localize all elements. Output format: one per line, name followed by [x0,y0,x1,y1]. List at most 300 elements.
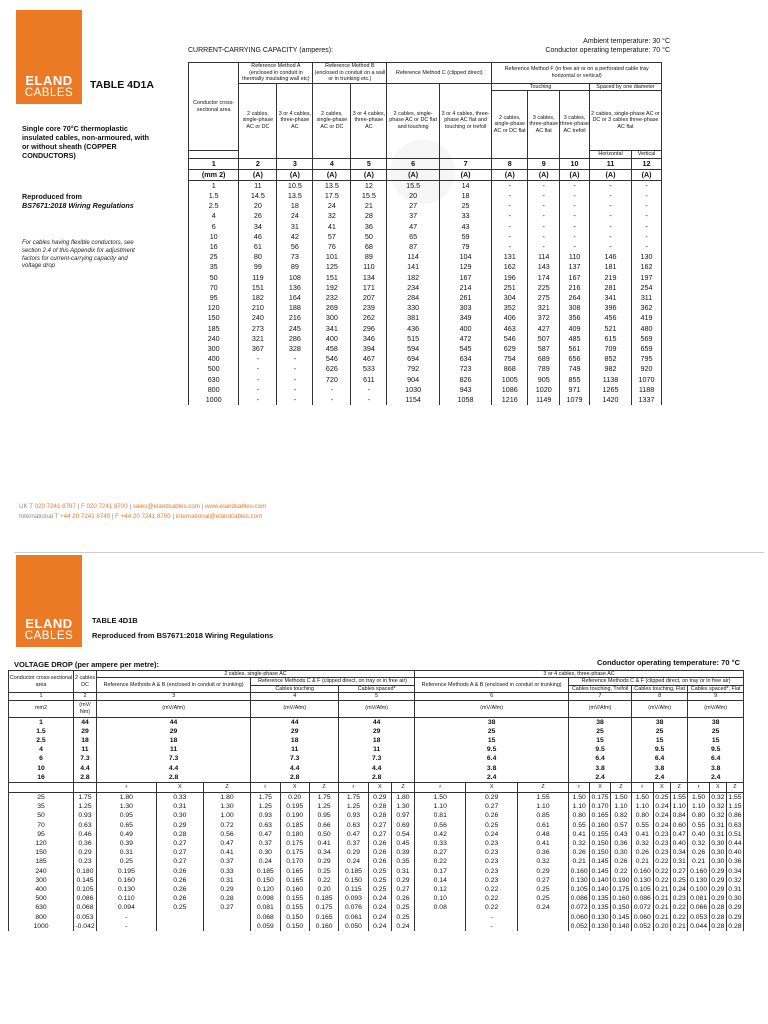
table-row [189,324,662,334]
table-cell: 36 [351,222,387,232]
t1-cols-cell: 1 [189,158,239,169]
table-cell: 0.80 [688,811,710,820]
table-cell: 0.25 [156,903,203,912]
table-cell: 2.8 [74,773,97,783]
table-cell: 0.41 [309,839,338,848]
table-cell: 330 [387,303,439,313]
table-cell: 0.14 [415,876,466,885]
table-cell: 456 [589,313,631,323]
table-cell: 131 [492,252,528,262]
table-cell: 0.57 [610,821,631,830]
hdr-method-a: Reference Method A (enclosed in conduit in thermally insulating wall etc) [239,63,313,84]
table-row [189,354,662,364]
table-cell: 0.32 [711,803,725,811]
table-cell: 1.10 [569,802,590,811]
table-cell: 29 [251,727,339,736]
table-cell: 0.32 [569,839,590,848]
table-cell: 0.052 [631,922,653,931]
table-cell: - [239,385,277,395]
table-cell: 167 [439,273,491,283]
table-cell: 0.150 [280,922,309,931]
table-cell: 0.40 [688,830,710,839]
table-cell: 25 [415,727,569,736]
table-cell: - [589,242,631,252]
table-cell [156,913,203,922]
t2-rxz-cell: r [688,783,710,793]
table-cell: - [589,222,631,232]
table-cell: - [560,191,590,201]
table-cell: 25 [189,252,239,262]
t2-rxz-cell: r [97,783,157,793]
t2-colnum: 5 [339,693,415,700]
table-cell: 0.12 [415,885,466,894]
table-cell: - [466,913,517,922]
table-cell: - [632,201,662,211]
table-cell: 0.34 [728,867,742,875]
table-cell: 16 [9,773,74,783]
table-cell: 0.20 [653,922,670,931]
table-cell: 273 [239,324,277,334]
table-cell: 6.4 [415,754,569,763]
table-cell: 0.95 [97,811,157,820]
table-cell: 0.27 [391,885,414,894]
table-cell: 0.076 [339,903,368,912]
table-cell: 0.23 [653,830,670,839]
table-cell: 65 [387,232,439,242]
table-cell: 1265 [589,385,631,395]
table-cell: 0.105 [631,885,653,894]
t1-cols-cell: 2 [239,158,277,169]
t1-units-cell: (A) [439,169,491,180]
table-cell: 0.60 [671,821,688,830]
vd-hdr-tref: Cables touching, Trefoil [569,685,632,692]
table-cell: 181 [589,262,631,272]
table-cell: 38 [569,717,632,727]
table-cell: 0.22 [610,867,631,876]
table-cell: 38 [415,717,569,727]
table-cell: 0.23 [74,857,97,866]
table-cell: - [632,180,662,191]
vd-hdr-conductor: Conductor cross-sectional area [9,671,74,693]
table-cell: 25 [9,793,74,803]
table-cell: 0.25 [309,867,338,876]
table-cell: 25 [569,727,632,736]
table-cell: 0.30 [711,840,725,848]
hdr-col1112: 2 cables, single-phase AC or DC or 3 cables three-phase AC flat [589,91,661,151]
table-cell: - [492,232,528,242]
table-cell: 79 [439,242,491,252]
table-cell: 129 [439,262,491,272]
table-cell: 0.20 [309,885,338,894]
table-cell: 0.086 [631,894,653,903]
table-cell: 10.5 [277,180,313,191]
table-cell: 0.26 [368,857,391,866]
table-cell: 219 [589,273,631,283]
table-cell: 500 [9,894,74,903]
table-cell: 1.50 [415,793,466,803]
table-cell: 904 [387,375,439,385]
table-cell: 0.29 [368,793,391,803]
table-cell: 1216 [492,395,528,405]
t2-rxz-cell: X [156,783,203,793]
table-cell: 50 [351,232,387,242]
table-cell: 143 [528,262,560,272]
table-cell: 240 [9,867,74,876]
table-cell: 0.068 [74,903,97,912]
table-cell: 171 [351,283,387,293]
table-cell: 0.28 [156,830,203,839]
table-cell: 0.22 [653,857,670,866]
table-cell: 1188 [632,385,662,395]
table-cell: 33 [439,211,491,221]
table-cell: - [589,201,631,211]
table-cell: 1.55 [671,793,688,803]
t1-cols-cell: 12 [632,158,662,169]
vd-hdr-ab-1: Reference Methods A & B (enclosed in conduit or trunking) [97,678,251,693]
table-cell: 0.56 [203,830,250,839]
table-cell: 611 [351,375,387,385]
table-cell: 0.46 [74,830,97,839]
t1-cols-cell: 7 [439,158,491,169]
table-cell: 38 [688,717,744,727]
table-cell: 349 [439,313,491,323]
t1-units-cell: (A) [492,169,528,180]
table-cell: 1020 [528,385,560,395]
table-cell: 0.17 [415,867,466,876]
table-cell: 1.5 [9,727,74,736]
hdr-col5: 3 or 4 cables, three-phase AC [351,83,387,158]
t1-units-cell: (mm 2) [189,169,239,180]
table-cell: 723 [439,364,491,374]
table-cell: - [277,354,313,364]
t2-rxz-row [9,783,744,793]
table-cell: 419 [632,313,662,323]
uk-email[interactable]: sales@elandcables.com [132,503,200,510]
table-cell: 11 [251,745,339,754]
table-cell: 57 [313,232,351,242]
table-cell: 50 [9,811,74,820]
table-cell: 0.31 [391,867,414,876]
table-cell: 18 [74,736,97,745]
table-cell: 0.105 [570,886,588,894]
t1-cols-cell: 6 [387,158,439,169]
table2-reproduced: Reproduced from BS7671:2018 Wiring Regulations [92,631,274,640]
t2-unit-mm: mm2 [9,700,74,717]
table-row [189,283,662,293]
table-cell: 545 [439,344,491,354]
table-cell: 0.130 [97,885,157,894]
table-cell: 0.26 [631,848,653,857]
table-cell: 0.130 [570,876,588,884]
table-cell: 626 [313,364,351,374]
table-cell: 70 [9,821,74,830]
table-cell: 150 [189,313,239,323]
table-cell: - [560,201,590,211]
vd-hdr-spacedflat: Cables spaced*, Flat [688,685,744,692]
t2-unit: (mV/Afm) [415,700,569,717]
table-cell: 0.24 [653,811,670,820]
table-cell: 0.35 [391,857,414,866]
table-cell: 321 [239,334,277,344]
table-cell: 18 [339,736,415,745]
t2-rxz-cell: Z [610,783,631,793]
table-cell: 634 [439,354,491,364]
table-cell: 21 [351,201,387,211]
table-cell: 0.31 [203,876,250,885]
table-cell: 130 [632,252,662,262]
table-row [9,830,744,839]
table-cell: 569 [632,334,662,344]
table-cell: 56 [277,242,313,252]
table-cell: - [560,242,590,252]
table-cell: - [492,211,528,221]
table-cell: - [239,354,277,364]
table-cell: - [492,222,528,232]
table-cell: 0.32 [517,857,568,866]
table-cell: 29 [74,727,97,736]
table-cell: 0.185 [339,867,368,876]
t2-rxz-blank [9,783,74,793]
table-cell: 1.10 [610,802,631,811]
table-cell: 0.42 [415,830,466,839]
table-cell: - [277,364,313,374]
table-cell: 0.32 [711,812,725,820]
table-cell: 0.29 [728,913,742,921]
table-cell: 0.28 [368,802,391,811]
table-cell: 0.175 [612,886,630,894]
t2-unit: (mV/Afm) [251,700,339,717]
table-cell: 300 [9,876,74,885]
table-cell: 2.5 [9,736,74,745]
table-cell: 0.140 [591,876,609,884]
t2-unit-nm: (mV/ Nm) [74,700,97,717]
table2-label: TABLE 4D1B [92,616,138,625]
table-cell: 0.110 [97,894,157,903]
t1-units-cell: (A) [313,169,351,180]
table-cell: 0.21 [569,857,590,866]
table-cell: 0.140 [591,886,609,894]
t1-units-cell: (A) [277,169,313,180]
table-cell: 0.24 [339,857,368,866]
table-cell: 13.5 [277,191,313,201]
table-cell: - [239,375,277,385]
table-cell: 0.26 [156,876,203,885]
table-cell: 1149 [528,395,560,405]
table-cell: 0.195 [97,867,157,876]
table-cell: 615 [589,334,631,344]
table-cell: 0.180 [280,830,309,839]
table-cell: 11 [97,745,251,754]
table-cell: 0.49 [97,830,157,839]
table-row [189,313,662,323]
table-cell: 0.155 [280,894,309,903]
table-cell: 1.50 [610,793,631,803]
table-cell: 15 [688,736,744,745]
table-cell: 0.155 [591,830,609,838]
table-cell: 467 [351,354,387,364]
table-cell: 240 [189,334,239,344]
table-cell: 0.81 [415,811,466,820]
table-cell: 0.160 [631,867,653,876]
table-cell: 185 [9,857,74,866]
table-cell: 1.30 [97,802,157,811]
table-cell: 0.165 [280,876,309,885]
table-cell: 0.36 [728,858,742,866]
table-cell: 2.8 [339,773,415,783]
table-row [189,232,662,242]
table-cell: - [492,242,528,252]
table-cell: - [313,385,351,395]
table-cell: 1154 [387,395,439,405]
table-cell: 0.24 [517,903,568,912]
table-cell: 0.25 [466,821,517,830]
table-cell: 0.10 [415,894,466,903]
table-cell: 50 [189,273,239,283]
table-cell: 982 [589,364,631,374]
table-cell: 4.4 [97,764,251,773]
table-cell: 0.145 [591,858,609,866]
table-cell: 0.160 [97,876,157,885]
table-cell: 1.75 [339,793,368,803]
table-cell: 44 [251,717,339,727]
table-cell: 1.5 [189,191,239,201]
table-cell: 0.150 [591,840,609,848]
vd-hdr-cf-1: Reference Methods C & F (clipped direct, on tray or in free air) [251,678,415,685]
table-cell: 31 [277,222,313,232]
table-row [189,375,662,385]
table-cell: 14.5 [239,191,277,201]
table-cell: 15.5 [351,191,387,201]
table-cell: 4.4 [251,764,339,773]
table-row [189,273,662,283]
table-cell: 656 [560,354,590,364]
t1-cols-cell: 8 [492,158,528,169]
intl-email[interactable]: international@elandcables.com [175,513,263,520]
website-link[interactable]: www.elandcables.com [205,503,267,510]
table-cell: 15.5 [387,180,439,191]
table-cell: 0.081 [251,903,280,912]
table-cell: 0.098 [251,894,280,903]
t1-units-cell: (A) [632,169,662,180]
table-cell: 20 [387,191,439,201]
table-cell: 6.4 [631,754,687,763]
table-cell: 546 [313,354,351,364]
table-cell: 362 [632,303,662,313]
table-cell: 0.25 [517,894,568,903]
table-cell: 659 [632,344,662,354]
table-cell: 7.3 [74,754,97,763]
table-cell: - [560,211,590,221]
table-cell: 7.3 [251,754,339,763]
t2-rxz-cell: Z [309,783,338,793]
table-cell: 754 [492,354,528,364]
table-cell: 2.5 [189,201,239,211]
table-cell: 0.23 [466,876,517,885]
t1-units-cell: (A) [589,169,631,180]
table-cell: 0.26 [156,894,203,903]
table-cell: 436 [387,324,439,334]
table-cell: 95 [189,293,239,303]
table-cell: 0.23 [466,867,517,876]
table-cell: 0.21 [688,857,710,866]
table-cell: 275 [528,293,560,303]
table-row [9,839,744,848]
table-cell: 1.80 [203,793,250,803]
table-cell: 0.22 [466,903,517,912]
table-cell: 286 [277,334,313,344]
table-cell: 7.3 [339,754,415,763]
table-cell: -0.042 [75,922,95,930]
table-cell: 463 [492,324,528,334]
table-cell: 10 [9,764,74,773]
table-cell: 0.050 [339,922,368,931]
table-cell: 151 [239,283,277,293]
table-cell: 0.26 [156,867,203,876]
table-cell: - [632,242,662,252]
table-cell: 0.23 [653,848,670,857]
table-cell: - [528,211,560,221]
table-cell: 396 [589,303,631,313]
table-cell: 0.21 [671,922,688,931]
table-cell: 15 [569,736,632,745]
table-cell: 0.29 [74,848,97,857]
table-cell: 0.95 [309,811,338,820]
table-cell: 151 [313,273,351,283]
table-cell: 0.47 [251,830,280,839]
table-cell: 214 [439,283,491,293]
table-cell: 0.23 [653,839,670,848]
table-cell: 0.072 [570,904,588,912]
table-cell: - [589,211,631,221]
capacity-table [188,62,662,405]
table-cell: 311 [632,293,662,303]
table-cell: 89 [277,262,313,272]
table-cell: - [560,222,590,232]
table-cell: 0.24 [368,903,391,912]
table-cell: 1.25 [74,802,97,811]
table-cell: 4 [189,211,239,221]
hdr-col8: 2 cables, single-phase AC or DC flat [492,91,528,158]
table-cell: 300 [313,313,351,323]
table-cell: 0.24 [251,857,280,866]
table-cell: 0.47 [203,839,250,848]
table-cell: 0.41 [569,830,590,839]
table-cell: 0.25 [653,793,670,803]
table-cell: 146 [589,252,631,262]
table-cell: 868 [492,364,528,374]
table-cell: 25 [688,727,744,736]
table-cell: 20 [239,201,277,211]
table-cell: 28 [351,211,387,221]
table-cell: 3.8 [631,764,687,773]
table-cell: 0.081 [688,894,710,903]
table-cell: 2.8 [97,773,251,783]
table-cell: 905 [528,375,560,385]
table-cell: 0.060 [631,913,653,922]
table-cell: 0.160 [280,885,309,894]
table-cell: 150 [9,848,74,857]
table-cell: 9.5 [569,745,632,754]
table-cell: 296 [351,324,387,334]
t2-colnum: 3 [97,693,251,700]
table-cell: 0.84 [671,811,688,820]
operating-temp: Conductor operating temperature: 70 °C [545,47,670,54]
table-row [189,222,662,232]
vd-hdr-flat: Cables touching, Flat [631,685,687,692]
table-cell: 162 [492,262,528,272]
table-cell: 0.26 [368,839,391,848]
t1-units-cell: (A) [387,169,439,180]
